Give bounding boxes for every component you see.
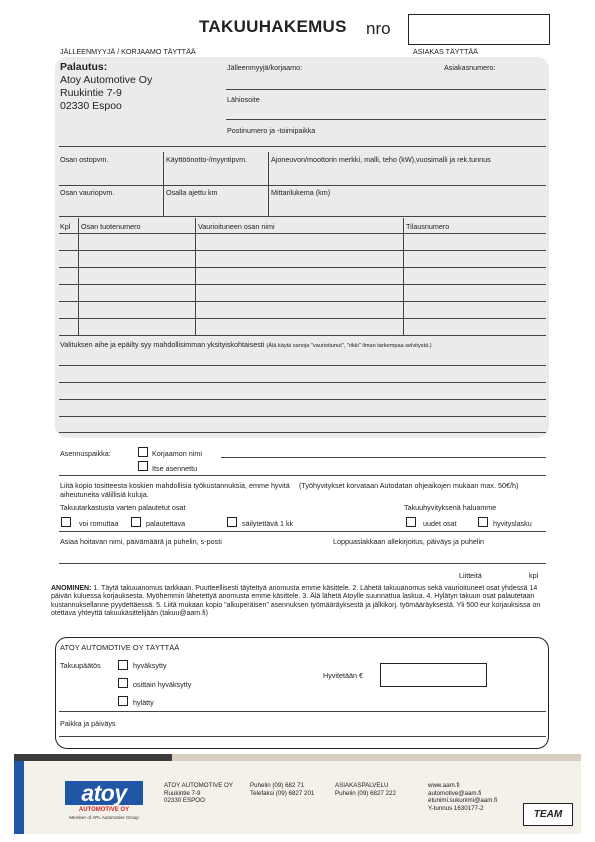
footer-company: ATOY AUTOMOTIVE OY Ruukintie 7-9 02330 ESPOO [164, 782, 233, 804]
place-date-line[interactable] [59, 736, 546, 737]
footer-service: ASIAKASPALVELU Puhelin (09) 6827 222 [335, 782, 396, 797]
col-divider [268, 185, 269, 216]
table-row[interactable] [59, 250, 546, 251]
table-row[interactable] [59, 233, 546, 234]
description-note: (Älä käytä sanoja "vaurioitunut", "rikki" ilman tarkempaa selvitystä.) [266, 343, 432, 349]
keep-label: säilytettävä 1 kk [242, 519, 294, 528]
col-divider [268, 152, 269, 185]
atoy-section-title: ATOY AUTOMOTIVE OY TÄYTTÄÄ [60, 643, 180, 652]
return-postal: 02330 Espoo [60, 100, 122, 112]
refund-label: Hyvitetään € [323, 671, 363, 680]
signature-line[interactable] [59, 563, 546, 564]
rejected-label: hylätty [133, 698, 154, 707]
postcode-label: Postinumero ja -toimipaikka [227, 126, 316, 135]
divider-line [59, 531, 546, 532]
dealer-panel [55, 57, 549, 438]
return-company: Atoy Automotive Oy [60, 74, 153, 86]
place-date-label: Paikka ja päiväys [60, 719, 116, 728]
scrap-label: voi romuttaa [79, 519, 119, 528]
customer-fill-label: ASIAKAS TÄYTTÄÄ [413, 47, 478, 56]
decision-label: Takuupäätös [60, 661, 101, 670]
rejected-checkbox[interactable] [118, 696, 128, 706]
col-header-order-no: Tilausnumero [406, 222, 450, 231]
description-line[interactable] [59, 432, 546, 433]
purchase-date-label: Osan ostopvm. [60, 155, 109, 164]
member-text: Member of APL Automotive Group [69, 815, 139, 820]
odometer-label: Mittarilukema (km) [271, 188, 331, 197]
footer-web: www.aam.fi automotive@aam.fi etunimi.sukunimi@aam.fi Y-tunnus 1630177-2 [428, 782, 498, 812]
divider-line [59, 146, 546, 147]
footer-bar-light [172, 754, 581, 761]
scrap-checkbox[interactable] [61, 517, 71, 527]
description-line[interactable] [59, 416, 546, 417]
instructions-text: ANOMINEN: 1. Täytä takuuanomus tarkkaan. Puutteellisesti täytettyä anomusta emme käsittele. 2. Lähetä takuuanomus sekä vaurioituneet osat yhdessä 14 päivän kuluessa korjauksesta. Myöhemmin lähetettyä anomusta emme käsittele. 3. Älä lähetä Atoylle suunnattua laskua. 4. Hylätyn takuun osat palautetaan kustannuksellanne pyydettäessä. 5. Liitä mukaan kopio "alkuperäisen" asennuksen työmääräyksestä ja jälkikorj. työmääräyksestä. Yli 500 eur korjauksissa on otettava yhteyttä takuukäsittelijään (takuu@aam.fi) [51, 585, 541, 618]
failure-date-label: Osan vauriopvm. [60, 188, 115, 197]
return-street: Ruukintie 7-9 [60, 87, 122, 99]
pcs-label: kpl [529, 571, 539, 580]
address-label: Lähiosoite [227, 95, 260, 104]
partially-approved-label: osittain hyväksytty [133, 680, 192, 689]
atoy-section [55, 637, 549, 749]
partially-approved-checkbox[interactable] [118, 678, 128, 688]
description-line[interactable] [59, 382, 546, 383]
col-header-qty: Kpl [60, 222, 71, 231]
costs-note: (Työhyvitykset korvataan Autodatan ohjeaikojen mukaan max. 50€/h) [299, 481, 519, 490]
handler-label: Asiaa hoitavan nimi, päivämäärä ja puhelin, s-posti [60, 537, 222, 546]
workshop-name-line[interactable] [221, 457, 546, 458]
address-line[interactable] [226, 119, 546, 120]
part-km-label: Osalla ajettu km [166, 188, 218, 197]
table-row[interactable] [59, 284, 546, 285]
dealer-label: Jälleenmyyjä/korjaamo: [227, 63, 303, 72]
nro-label: nro [366, 19, 391, 38]
commissioning-date-label: Käyttöönotto-/myyntipvm. [166, 155, 248, 164]
approved-checkbox[interactable] [118, 660, 128, 670]
dealer-fill-label: JÄLLEENMYYJÄ / KORJAAMO TÄYTTÄÄ [60, 47, 196, 56]
divider-line [59, 711, 546, 712]
table-row[interactable] [59, 301, 546, 302]
table-row[interactable] [59, 318, 546, 319]
table-row[interactable] [59, 267, 546, 268]
attachments-label: Liitteitä [459, 571, 482, 580]
costs-text: Liitä kopio tositteesta koskien mahdollisia työkustannuksia, emme hyvitä aiheutuneita välillisiä kuluja. [60, 481, 290, 499]
workshop-label: Korjaamon nimi [152, 449, 202, 458]
credit-note-label: hyvityslasku [493, 519, 532, 528]
credit-note-checkbox[interactable] [478, 517, 488, 527]
footer-bar-dark [14, 754, 172, 761]
footer-accent [14, 761, 24, 834]
row-line[interactable] [59, 216, 546, 217]
returned-parts-label: Takuutarkastusta varten palautetut osat [60, 503, 186, 512]
form-title: TAKUUHAKEMUS [199, 17, 347, 36]
new-parts-label: uudet osat [423, 519, 457, 528]
col-header-part-name: Vaurioituneen osan nimi [198, 222, 275, 231]
col-divider [163, 185, 164, 216]
self-installed-checkbox[interactable] [138, 461, 148, 471]
instructions-label: ANOMINEN: [51, 585, 92, 592]
col-header-product-no: Osan tuotenumero [81, 222, 141, 231]
refund-input[interactable] [380, 663, 487, 687]
divider-line [59, 475, 546, 476]
return-label: Palautus: [60, 61, 108, 73]
end-customer-label: Loppuasiakkaan allekirjoitus, päiväys ja puhelin [333, 537, 485, 546]
description-line[interactable] [59, 399, 546, 400]
nro-input[interactable] [408, 14, 550, 45]
col-divider [163, 152, 164, 185]
keep-checkbox[interactable] [227, 517, 237, 527]
table-row[interactable] [59, 335, 546, 336]
dealer-name-line[interactable] [226, 89, 546, 90]
compensation-label: Takuuhyvityksenä haluamme [404, 503, 497, 512]
description-label: Valituksen aihe ja epäilty syy mahdollisimman yksityiskohtaisesti (Älä käytä sanoja "vaurioitunut", "rikki" ilman tarkempaa selvitystä.) [60, 340, 432, 349]
new-parts-checkbox[interactable] [406, 517, 416, 527]
return-checkbox[interactable] [131, 517, 141, 527]
atoy-logo: atoy [65, 781, 143, 805]
installation-label: Asennuspaikka: [60, 449, 111, 458]
team-badge: TEAM [523, 803, 573, 826]
return-label: palautettava [146, 519, 186, 528]
description-line[interactable] [59, 365, 546, 366]
customer-no-label: Asiakasnumero: [444, 63, 496, 72]
approved-label: hyväksytty [133, 661, 167, 670]
atoy-logo-sub: AUTOMOTIVE OY [78, 807, 130, 813]
workshop-checkbox[interactable] [138, 447, 148, 457]
footer-phones: Puhelin (09) 682 71 Telefaksi (09) 6827 201 [250, 782, 315, 797]
self-installed-label: Itse asennettu [152, 464, 198, 473]
row-line[interactable] [59, 185, 546, 186]
vehicle-info-label: Ajoneuvon/moottorin merkki, malli, teho (kW),vuosimalli ja rek.tunnus [271, 155, 491, 164]
